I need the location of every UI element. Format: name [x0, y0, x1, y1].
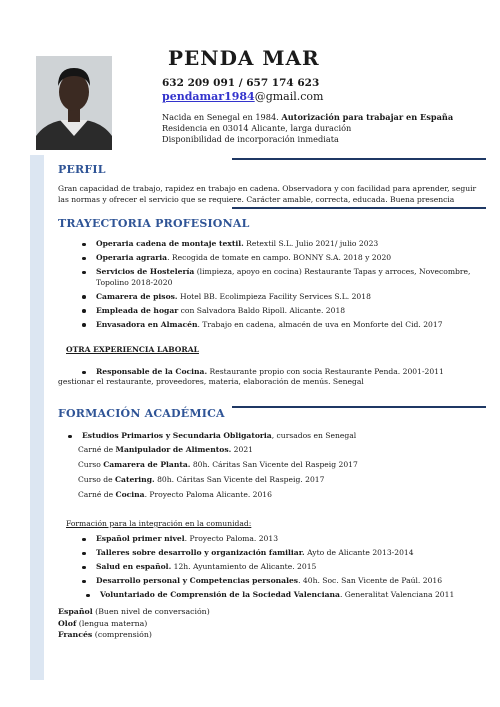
item-text: , cursados en Senegal — [271, 431, 357, 440]
item-bold: Español primer nivel — [96, 534, 185, 543]
course-rest: . Proyecto Paloma Alicante. 2016 — [144, 490, 272, 499]
course-pre: Curso de — [78, 475, 115, 484]
language-level: (Buen nivel de conversación) — [92, 607, 210, 616]
perfil-title: PERFIL — [58, 163, 106, 176]
item-text: Ayto de Alicante 2013-2014 — [304, 548, 414, 558]
birth-text: Nacida en Senegal en 1984. — [162, 112, 282, 122]
left-accent-bar — [30, 155, 44, 680]
email — [162, 90, 482, 104]
candidate-name: PENDA MAR — [168, 46, 320, 70]
work-permit-text: Autorización para trabajar en España — [281, 112, 454, 122]
person-photo-icon — [36, 56, 112, 150]
list-item — [96, 548, 486, 559]
item-bold: Envasadora en Almacén — [96, 319, 198, 329]
item-text: Hotel BB. Ecolimpieza Facility Services S.L. 2018 — [177, 291, 371, 301]
item-text: . Recogida de tomate en campo. BONNY S.A. 2018 y 2020 — [167, 253, 392, 263]
language-name: Francés — [58, 630, 93, 639]
profile-photo — [36, 56, 112, 150]
course-pre: Curso — [78, 460, 104, 469]
language-level: (lengua materna) — [76, 618, 148, 628]
course-pre: Carné de — [78, 490, 116, 499]
course-line — [78, 475, 324, 486]
course-bold: Catering. — [114, 475, 155, 484]
item-text: Retextil S.L. Julio 2021/ julio 2023 — [243, 239, 379, 248]
item-bold: Responsable de la Cocina. — [96, 367, 208, 376]
item-bold: Operaria agraria — [96, 253, 168, 263]
perfil-text: Gran capacidad de trabajo, rapidez en trabajo en cadena. Observadora y con facilidad para aprender, seguir las normas y ofrecer el servicio que se requiere. Carácter amable, correcta, educada. Buena presencia — [58, 184, 477, 204]
language-level: (comprensión) — [92, 630, 152, 639]
list-item — [96, 253, 476, 264]
item-bold: Camarera de pisos. — [96, 291, 178, 301]
email-domain: @gmail.com — [254, 90, 324, 103]
course-rest: 80h. Cáritas San Vicente del Raspeig 2017 — [190, 460, 358, 469]
course-line — [78, 490, 272, 501]
formacion-title: FORMACIÓN ACADÉMICA — [58, 407, 225, 420]
item-bold: Operaria cadena de montaje textil. — [96, 239, 244, 248]
course-line — [78, 460, 358, 471]
item-text: con Salvadora Baldo Ripoll. Alicante. 2018 — [178, 305, 346, 315]
course-bold: Manipulador de Alimentos. — [115, 445, 232, 454]
item-text: Restaurante propio con socia Restaurante Penda. 2001-2011 — [207, 367, 444, 376]
availability-line: Disponibilidad de incorporación inmediata — [162, 134, 339, 144]
integracion-title: Formación para la integración en la comunidad: — [66, 519, 252, 528]
list-item — [96, 239, 476, 250]
item-bold: Salud en español. — [96, 562, 172, 572]
language-name: Español — [58, 607, 93, 616]
item-bold: Desarrollo personal y Competencias personales — [96, 576, 299, 586]
birth-line — [162, 112, 482, 123]
list-item — [96, 562, 486, 573]
list-item — [96, 534, 486, 545]
phone-numbers: 632 209 091 / 657 174 623 — [162, 77, 320, 89]
trayectoria-title: TRAYECTORIA PROFESIONAL — [58, 217, 250, 230]
item-bold: Servicios de Hostelería — [96, 267, 195, 277]
language-item — [58, 606, 210, 618]
integracion-list — [96, 534, 486, 604]
item-bold: Talleres sobre desarrollo y organización familiar. — [96, 548, 305, 558]
list-item — [100, 590, 486, 601]
course-line — [78, 445, 253, 456]
course-pre: Carné de — [78, 445, 116, 454]
otra-experiencia-detail: gestionar el restaurante, proveedores, materia, elaboración de menús. Senegal — [58, 377, 364, 386]
estudios-list — [82, 431, 482, 445]
course-rest: 2021 — [231, 445, 254, 454]
list-item — [82, 431, 482, 442]
language-name: Olof — [58, 618, 77, 628]
list-item — [96, 320, 476, 331]
item-text: . 40h. Soc. San Vicente de Paúl. 2016 — [298, 576, 443, 586]
item-text: . Generalitat Valenciana 2011 — [339, 590, 455, 600]
item-text: (limpieza, apoyo en cocina) Restaurante Tapas y arroces, Novecombre, Topolino 2018-2020 — [96, 267, 471, 287]
trayectoria-rule — [232, 207, 486, 209]
language-item — [58, 629, 210, 641]
course-rest: 80h. Cáritas San Vicente del Raspeig. 2017 — [154, 475, 325, 484]
item-bold: Estudios Primarios y Secundaria Obligatoria — [82, 431, 272, 440]
item-bold: Voluntariado de Comprensión de la Sociedad Valenciana — [100, 590, 340, 600]
list-item — [96, 292, 476, 303]
residence-line: Residencia en 03014 Alicante, larga duración — [162, 123, 352, 133]
item-text: 12h. Ayuntamiento de Alicante. 2015 — [171, 562, 317, 572]
item-bold: Empleada de hogar — [96, 305, 179, 315]
course-bold: Cocina — [115, 490, 145, 499]
item-text: . Proyecto Paloma. 2013 — [184, 534, 279, 543]
perfil-rule — [232, 158, 486, 160]
header — [162, 46, 482, 145]
languages — [58, 606, 210, 641]
list-item — [96, 576, 486, 587]
personal-info — [162, 112, 482, 145]
language-item — [58, 618, 210, 630]
item-text: . Trabajo en cadena, almacén de uva en Monforte del Cid. 2017 — [197, 319, 443, 329]
otra-experiencia-title: OTRA EXPERIENCIA LABORAL — [66, 345, 199, 354]
list-item — [96, 367, 476, 378]
list-item — [96, 267, 476, 288]
email-link[interactable]: pendamar1984 — [162, 90, 255, 103]
trayectoria-list — [96, 239, 476, 334]
course-bold: Camarera de Planta. — [103, 460, 191, 469]
formacion-rule — [232, 406, 486, 408]
list-item — [96, 306, 476, 317]
